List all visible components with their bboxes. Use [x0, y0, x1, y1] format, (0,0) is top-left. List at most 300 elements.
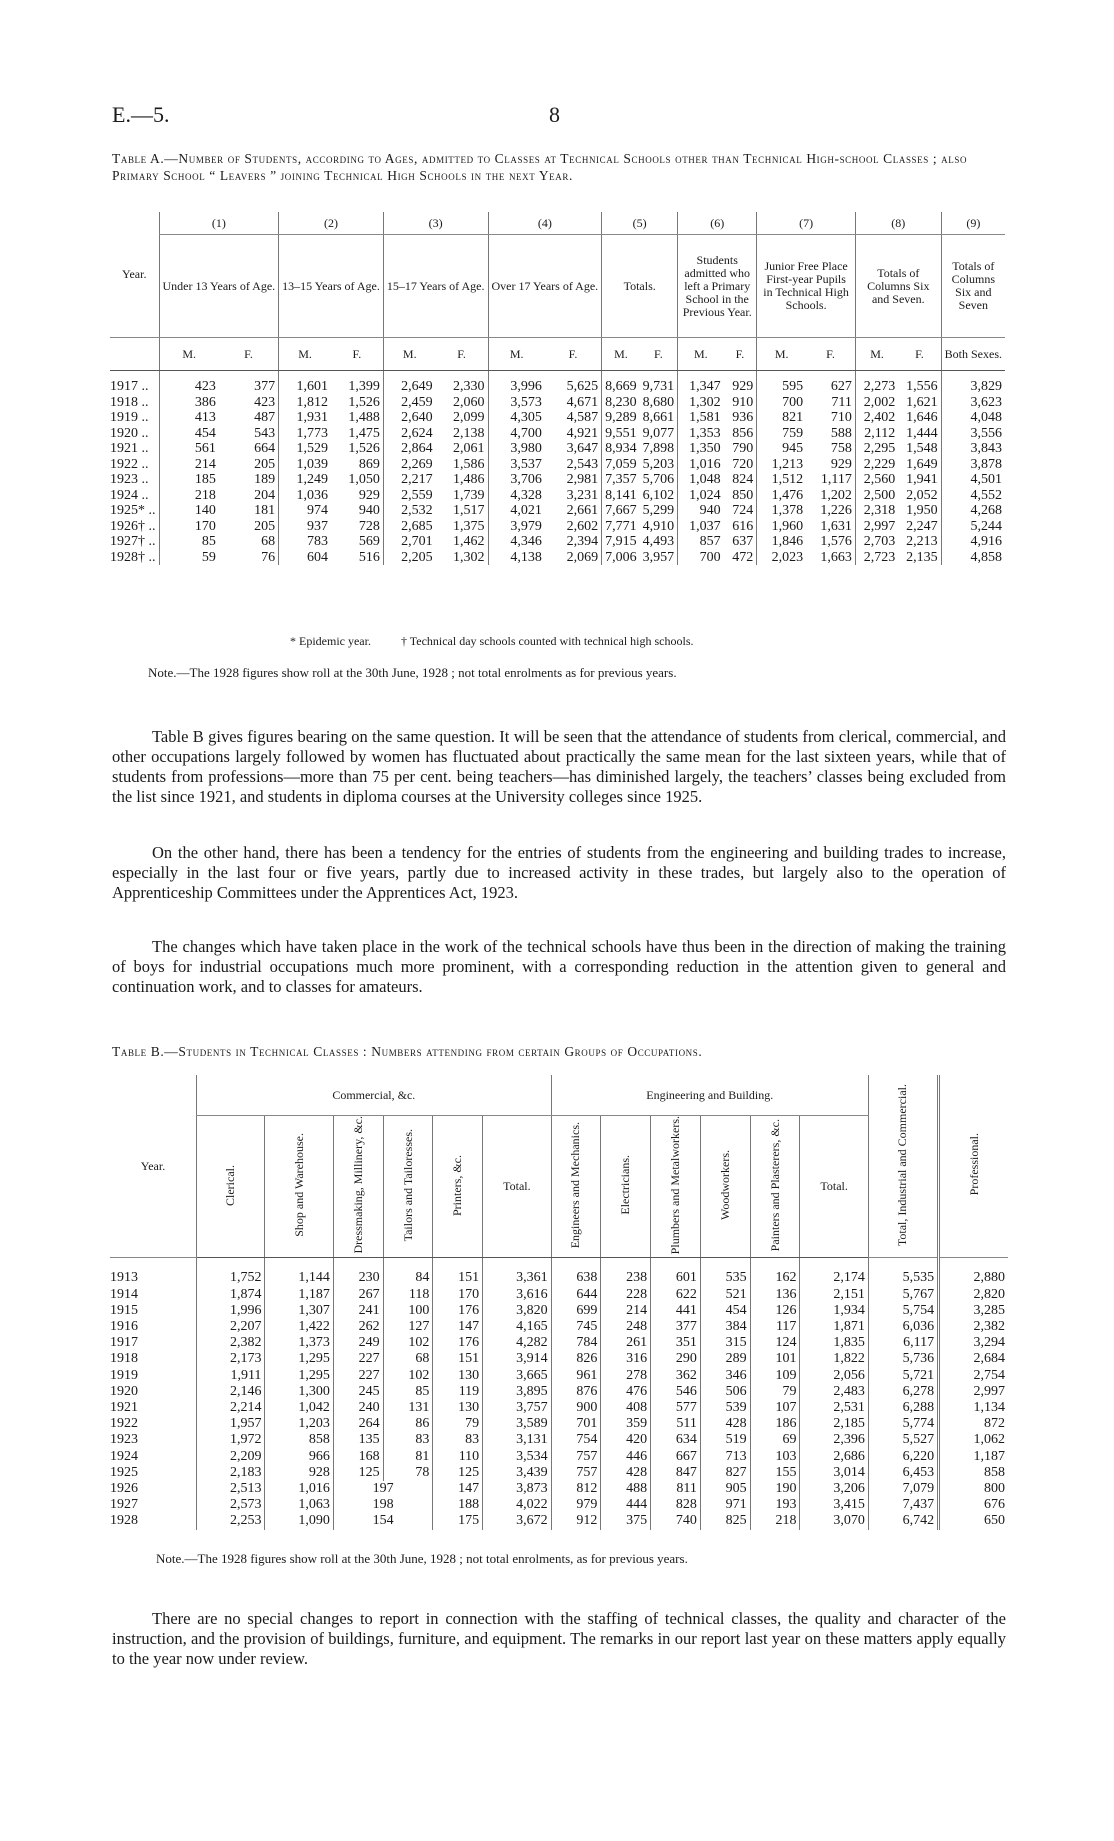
value-cell: 5,244 [941, 519, 1005, 535]
value-cell: 506 [700, 1384, 750, 1400]
value-cell: 1,062 [939, 1432, 1008, 1448]
value-cell: 135 [333, 1432, 383, 1448]
value-cell: 2,151 [800, 1287, 868, 1303]
value-cell: 3,573 [488, 395, 545, 411]
value-cell: 912 [551, 1513, 601, 1529]
value-cell: 4,587 [566, 410, 599, 425]
value-cell: 929 [830, 456, 852, 472]
value-cell: 847 [651, 1465, 701, 1481]
value-cell: 971 [700, 1497, 750, 1513]
value-cell: 2,532 [383, 503, 435, 519]
value-cell: 249 [333, 1335, 383, 1351]
table-row [110, 441, 1005, 457]
value-cell: 1,649 [906, 456, 938, 472]
value-cell: 7,667 [602, 503, 640, 519]
value-cell: 81 [383, 1449, 433, 1465]
value-cell: 1,378 [757, 503, 806, 519]
value-cell: 125 [333, 1465, 383, 1481]
value-cell: 151 [433, 1258, 483, 1287]
value-cell: 181 [254, 503, 276, 518]
value-cell: 876 [551, 1384, 601, 1400]
year-cell: 1922 [110, 1416, 138, 1432]
value-cell: 2,052 [906, 487, 938, 503]
value-cell: 700 [678, 550, 724, 566]
value-cell: 1,117 [820, 472, 852, 487]
table-row [110, 457, 1005, 473]
value-cell: 315 [700, 1335, 750, 1351]
value-cell: 170 [433, 1287, 483, 1303]
value-cell: 1,016 [265, 1481, 333, 1497]
year-cell: 1917 [110, 1335, 138, 1351]
value-cell: 757 [551, 1465, 601, 1481]
table-row [110, 519, 1005, 535]
value-cell: 3,556 [941, 426, 1005, 442]
male-header: M. [602, 338, 640, 371]
value-cell: 511 [651, 1416, 701, 1432]
value-cell: 1,846 [757, 534, 806, 550]
value-cell: 262 [333, 1319, 383, 1335]
value-cell: 1,024 [678, 488, 724, 504]
value-cell: 2,543 [566, 456, 599, 472]
male-header: M. [159, 338, 219, 371]
value-cell: 2,213 [906, 534, 938, 549]
value-cell: 7,915 [602, 534, 640, 550]
value-cell: 811 [651, 1481, 701, 1497]
value-cell: 2,394 [566, 534, 599, 549]
value-cell: 588 [830, 425, 852, 441]
value-cell: 569 [358, 534, 380, 549]
value-cell: 638 [551, 1258, 601, 1287]
year-cell: 1926 [110, 1480, 138, 1496]
value-cell: 2,602 [566, 518, 599, 534]
value-cell: 1,517 [453, 503, 485, 518]
value-cell: 6,742 [868, 1513, 938, 1529]
table-row [110, 1465, 1008, 1481]
value-cell: 2,173 [197, 1351, 265, 1367]
value-cell: 634 [651, 1432, 701, 1448]
value-cell: 1,249 [279, 472, 331, 488]
year-cell: 1919 .. [110, 410, 149, 425]
value-cell: 2,483 [800, 1384, 868, 1400]
value-cell: 147 [433, 1319, 483, 1335]
value-cell: 7,006 [602, 550, 640, 566]
value-cell: 1,090 [265, 1513, 333, 1529]
value-cell: 130 [433, 1400, 483, 1416]
value-cell: 85 [383, 1384, 433, 1400]
value-cell: 2,997 [855, 519, 898, 535]
col-header: Dressmaking, Millinery, &c. [333, 1116, 383, 1258]
year-cell: 1923 .. [110, 472, 149, 487]
value-cell: 1,302 [453, 549, 485, 565]
value-cell: 2,174 [800, 1258, 868, 1287]
table-row [110, 488, 1005, 504]
value-cell: 423 [159, 371, 219, 395]
value-cell: 1,950 [906, 503, 938, 518]
engineering-group-header: Engineering and Building. [551, 1075, 868, 1116]
year-cell: 1914 [110, 1286, 138, 1302]
year-cell: 1920 .. [110, 425, 149, 441]
col-header: Total. [800, 1116, 868, 1258]
value-cell: 4,138 [488, 550, 545, 566]
value-cell: 6,288 [868, 1400, 938, 1416]
female-header: F. [898, 338, 941, 371]
value-cell: 428 [700, 1416, 750, 1432]
table-row [110, 1416, 1008, 1432]
value-cell: 974 [279, 503, 331, 519]
value-cell: 1,646 [906, 410, 938, 425]
value-cell: 1,300 [265, 1384, 333, 1400]
value-cell: 2,396 [800, 1432, 868, 1448]
value-cell: 1,548 [906, 441, 938, 456]
value-cell: 248 [601, 1319, 651, 1335]
value-cell: 3,757 [483, 1400, 551, 1416]
value-cell: 616 [732, 518, 754, 534]
value-cell: 1,134 [939, 1400, 1008, 1416]
table-row [110, 1400, 1008, 1416]
col-number: (6) [678, 212, 757, 235]
value-cell: 1,941 [906, 472, 938, 487]
table-a-column-headers [110, 235, 1005, 338]
report-code: E.—5. [112, 102, 170, 127]
value-cell: 2,459 [383, 395, 435, 411]
value-cell: 218 [159, 488, 219, 504]
value-cell: 4,493 [642, 534, 675, 549]
value-cell: 3,014 [800, 1465, 868, 1481]
col-header: Students admitted who left a Primary School in the Previous Year. [678, 235, 757, 338]
col-header: Plumbers and Metalworkers. [651, 1116, 701, 1258]
value-cell: 601 [651, 1258, 701, 1287]
value-cell: 5,774 [868, 1416, 938, 1432]
value-cell: 1,663 [820, 549, 852, 565]
value-cell: 2,701 [383, 534, 435, 550]
value-cell: 9,551 [602, 426, 640, 442]
value-cell: 1,042 [265, 1400, 333, 1416]
value-cell: 444 [601, 1497, 651, 1513]
value-cell: 267 [333, 1287, 383, 1303]
value-cell: 8,230 [602, 395, 640, 411]
table-a-body [110, 371, 1005, 566]
value-cell: 757 [551, 1449, 601, 1465]
value-cell: 2,253 [197, 1513, 265, 1529]
value-cell: 102 [383, 1368, 433, 1384]
value-cell: 3,647 [566, 441, 599, 456]
value-cell: 627 [830, 379, 852, 394]
value-cell: 940 [358, 503, 380, 518]
value-cell: 2,229 [855, 457, 898, 473]
value-cell: 2,382 [939, 1319, 1008, 1335]
value-cell: 1,048 [678, 472, 724, 488]
value-cell: 4,700 [488, 426, 545, 442]
value-cell: 3,589 [483, 1416, 551, 1432]
value-cell: 758 [830, 441, 852, 456]
table-row [110, 410, 1005, 426]
value-cell: 827 [700, 1465, 750, 1481]
value-cell: 4,305 [488, 410, 545, 426]
value-cell: 68 [261, 534, 276, 549]
value-cell: 1,399 [348, 379, 380, 394]
value-cell: 2,624 [383, 426, 435, 442]
value-cell: 117 [750, 1319, 800, 1335]
value-cell: 711 [831, 394, 852, 410]
value-cell: 790 [732, 441, 754, 456]
col-header: Totals of Columns Six and Seven. [855, 235, 941, 338]
male-header: M. [855, 338, 898, 371]
value-cell: 1,488 [348, 410, 380, 425]
value-cell: 521 [700, 1287, 750, 1303]
value-cell: 3,131 [483, 1432, 551, 1448]
value-cell: 488 [601, 1481, 651, 1497]
value-cell: 6,036 [868, 1319, 938, 1335]
value-cell: 754 [551, 1432, 601, 1448]
value-cell: 2,382 [197, 1335, 265, 1351]
col-number: (3) [383, 212, 488, 235]
value-cell: 5,299 [642, 503, 675, 518]
value-cell: 1,957 [197, 1416, 265, 1432]
col-number: (4) [488, 212, 602, 235]
value-cell: 2,981 [566, 472, 599, 487]
col-header: Painters and Plasterers, &c. [750, 1116, 800, 1258]
table-row [110, 1258, 1008, 1287]
value-cell: 384 [700, 1319, 750, 1335]
value-cell: 850 [732, 487, 754, 503]
value-cell: 3,957 [642, 549, 675, 565]
year-cell: 1913 [110, 1270, 138, 1286]
value-cell: 2,002 [855, 395, 898, 411]
table-row [110, 503, 1005, 519]
col-number: (2) [279, 212, 384, 235]
value-cell: 359 [601, 1416, 651, 1432]
table-b-note: Note.—The 1928 figures show roll at the 30th June, 1928 ; not total enrolments, as for previous years. [156, 1551, 688, 1566]
value-cell: 1,302 [678, 395, 724, 411]
value-cell: 1,295 [265, 1368, 333, 1384]
value-cell: 2,205 [383, 550, 435, 566]
table-a-sex-headers [110, 338, 1005, 371]
value-cell: 2,217 [383, 472, 435, 488]
value-cell: 3,820 [483, 1303, 551, 1319]
year-cell: 1926† .. [110, 518, 156, 534]
value-cell: 1,347 [678, 371, 724, 395]
value-cell: 1,375 [453, 518, 485, 534]
value-cell: 858 [939, 1465, 1008, 1481]
value-cell: 2,685 [383, 519, 435, 535]
value-cell: 2,060 [453, 394, 485, 410]
value-cell: 1,226 [820, 503, 852, 518]
col-header: Tailors and Tailoresses. [383, 1116, 433, 1258]
value-cell: 103 [750, 1449, 800, 1465]
value-cell: 1,526 [348, 394, 380, 410]
value-cell: 3,070 [800, 1513, 868, 1529]
value-cell: 154 [333, 1513, 433, 1529]
col-number: (1) [159, 212, 279, 235]
value-cell: 858 [265, 1432, 333, 1448]
value-cell: 1,601 [279, 371, 331, 395]
value-cell: 102 [383, 1335, 433, 1351]
female-header: F. [436, 338, 488, 371]
table-row [110, 1368, 1008, 1384]
value-cell: 828 [651, 1497, 701, 1513]
value-cell: 4,910 [642, 518, 675, 534]
value-cell: 1,486 [453, 472, 485, 487]
year-cell: 1923 [110, 1432, 138, 1448]
value-cell: 140 [159, 503, 219, 519]
value-cell: 3,206 [800, 1481, 868, 1497]
value-cell: 724 [732, 503, 754, 518]
value-cell: 4,346 [488, 534, 545, 550]
col-header: Junior Free Place First-year Pupils in Technical High Schools. [757, 235, 856, 338]
value-cell: 945 [757, 441, 806, 457]
value-cell: 375 [601, 1513, 651, 1529]
value-cell: 2,500 [855, 488, 898, 504]
table-b-caption: Table B.—Students in Technical Classes : Numbers attending from certain Groups of Occupations. [112, 1044, 703, 1059]
value-cell: 783 [279, 534, 331, 550]
table-a-year-header: Year. [110, 212, 159, 338]
value-cell: 176 [433, 1335, 483, 1351]
year-cell: 1924 [110, 1448, 138, 1464]
value-cell: 6,278 [868, 1384, 938, 1400]
value-cell: 2,513 [197, 1481, 265, 1497]
value-cell: 198 [333, 1497, 433, 1513]
value-cell: 3,706 [488, 472, 545, 488]
value-cell: 446 [601, 1449, 651, 1465]
value-cell: 1,934 [800, 1303, 868, 1319]
value-cell: 1,187 [265, 1287, 333, 1303]
value-cell: 2,209 [197, 1449, 265, 1465]
value-cell: 170 [159, 519, 219, 535]
value-cell: 2,183 [197, 1465, 265, 1481]
value-cell: 214 [159, 457, 219, 473]
female-header: F. [724, 338, 757, 371]
value-cell: 136 [750, 1287, 800, 1303]
value-cell: 4,328 [488, 488, 545, 504]
table-row [110, 1497, 1008, 1513]
value-cell: 3,873 [483, 1481, 551, 1497]
paragraph: There are no special changes to report in connection with the staffing of technical classes, the quality and character of the instruction, and the provision of buildings, furniture, and equipment. The remarks in our report last year on these matters apply equally to the year now under review. [112, 1609, 1006, 1668]
value-cell: 1,036 [279, 488, 331, 504]
value-cell: 2,864 [383, 441, 435, 457]
col-header: Over 17 Years of Age. [488, 235, 602, 338]
year-cell: 1927† .. [110, 534, 156, 549]
value-cell: 79 [750, 1384, 800, 1400]
value-cell: 8,661 [642, 410, 675, 425]
value-cell: 961 [551, 1368, 601, 1384]
value-cell: 2,023 [757, 550, 806, 566]
value-cell: 561 [159, 441, 219, 457]
value-cell: 1,307 [265, 1303, 333, 1319]
value-cell: 441 [651, 1303, 701, 1319]
col-header: 13–15 Years of Age. [279, 235, 384, 338]
value-cell: 1,621 [906, 394, 938, 410]
table-b-year-header: Year. [110, 1075, 197, 1258]
value-cell: 2,820 [939, 1287, 1008, 1303]
value-cell: 76 [261, 549, 276, 565]
value-cell: 1,422 [265, 1319, 333, 1335]
value-cell: 4,552 [941, 488, 1005, 504]
value-cell: 476 [601, 1384, 651, 1400]
value-cell: 5,754 [868, 1303, 938, 1319]
value-cell: 856 [732, 425, 754, 441]
value-cell: 351 [651, 1335, 701, 1351]
table-a-caption: Table A.—Number of Students, according to Ages, admitted to Classes at Technical Schools other than Technical High-school Classes ; also Primary School “ Leavers ” joining Technical High Schools in the next Year. [112, 151, 968, 183]
value-cell: 2,207 [197, 1319, 265, 1335]
value-cell: 83 [433, 1432, 483, 1448]
year-cell: 1924 .. [110, 487, 149, 503]
female-header: F. [219, 338, 279, 371]
year-cell: 1922 .. [110, 456, 149, 472]
value-cell: 1,037 [678, 519, 724, 535]
female-header: F. [331, 338, 383, 371]
value-cell: 2,640 [383, 410, 435, 426]
value-cell: 118 [383, 1287, 433, 1303]
value-cell: 110 [433, 1449, 483, 1465]
value-cell: 428 [601, 1465, 651, 1481]
col-header: Clerical. [197, 1116, 265, 1258]
value-cell: 6,453 [868, 1465, 938, 1481]
value-cell: 218 [750, 1513, 800, 1529]
year-cell: 1917 .. [110, 379, 149, 394]
value-cell: 227 [333, 1351, 383, 1367]
value-cell: 454 [159, 426, 219, 442]
value-cell: 193 [750, 1497, 800, 1513]
value-cell: 1,462 [453, 534, 485, 549]
value-cell: 667 [651, 1449, 701, 1465]
value-cell: 595 [757, 371, 806, 395]
year-cell: 1928† .. [110, 549, 156, 565]
value-cell: 929 [358, 487, 380, 503]
paragraph: The changes which have taken place in the work of the technical schools have thus been in the direction of making the training of boys for industrial occupations much more prominent, with a corresponding reduction in the attention given to general and continuation work, and to classes for amateurs. [112, 937, 1006, 996]
table-row [110, 472, 1005, 488]
value-cell: 245 [333, 1384, 383, 1400]
value-cell: 3,439 [483, 1465, 551, 1481]
value-cell: 86 [383, 1416, 433, 1432]
value-cell: 701 [551, 1416, 601, 1432]
year-cell: 1920 [110, 1383, 138, 1399]
value-cell: 3,231 [566, 487, 599, 503]
value-cell: 928 [265, 1465, 333, 1481]
value-cell: 2,138 [453, 425, 485, 441]
value-cell: 1,295 [265, 1351, 333, 1367]
value-cell: 107 [750, 1400, 800, 1416]
table-row [110, 1513, 1008, 1529]
value-cell: 2,684 [939, 1351, 1008, 1367]
table-row [110, 534, 1005, 550]
value-cell: 2,330 [453, 379, 485, 394]
value-cell: 1,822 [800, 1351, 868, 1367]
value-cell: 9,289 [602, 410, 640, 426]
value-cell: 4,501 [941, 472, 1005, 488]
value-cell: 289 [700, 1351, 750, 1367]
value-cell: 1,911 [197, 1368, 265, 1384]
year-cell: 1928 [110, 1513, 138, 1529]
value-cell: 1,063 [265, 1497, 333, 1513]
value-cell: 3,672 [483, 1513, 551, 1529]
value-cell: 3,361 [483, 1258, 551, 1287]
value-cell: 9,731 [642, 379, 675, 394]
col-number: (7) [757, 212, 856, 235]
value-cell: 2,754 [939, 1368, 1008, 1384]
year-cell: 1916 [110, 1318, 138, 1334]
value-cell: 4,165 [483, 1319, 551, 1335]
value-cell: 190 [750, 1481, 800, 1497]
year-cell: 1918 [110, 1351, 138, 1367]
value-cell: 900 [551, 1400, 601, 1416]
table-a [110, 212, 1005, 565]
value-cell: 6,117 [868, 1335, 938, 1351]
value-cell: 8,934 [602, 441, 640, 457]
value-cell: 2,069 [566, 549, 599, 565]
both-sexes-header: Both Sexes. [941, 338, 1005, 371]
value-cell: 1,202 [820, 487, 852, 503]
value-cell: 821 [757, 410, 806, 426]
